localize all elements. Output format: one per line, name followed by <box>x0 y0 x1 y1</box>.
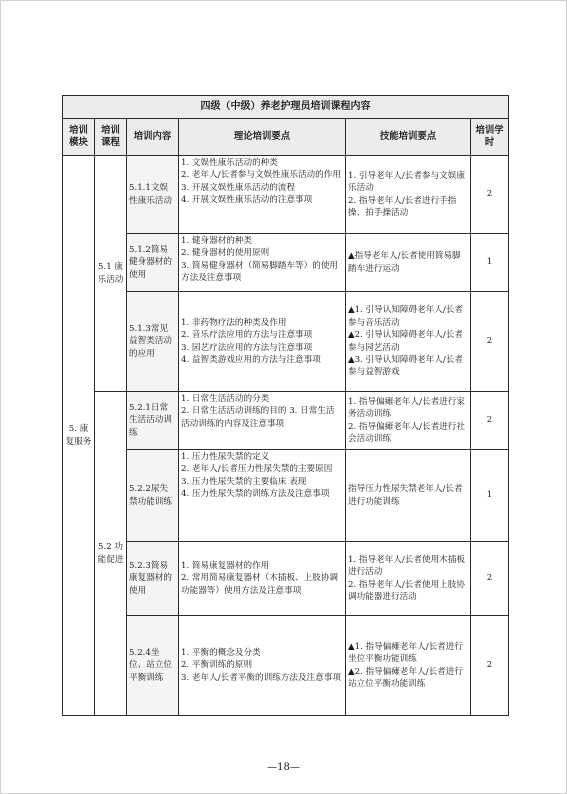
theory-point: 4. 益智类游戏应用的方法与注意事项 <box>181 354 321 365</box>
header-hours: 培训学时 <box>471 119 509 156</box>
skill-point: ▲2. 引导认知障碍老年人/长者参与园艺活动 <box>348 330 463 353</box>
header-theory: 理论培训要点 <box>179 119 346 156</box>
skill-point: 1. 指导偏瘫老年人/长者进行家务活动训练 <box>348 396 465 420</box>
skill-point: ▲1. 指导偏瘫老年人/长者进行坐位平衡功能训练 <box>348 641 463 665</box>
header-skill: 技能培训要点 <box>346 119 471 156</box>
skill-point: ▲2. 指导偏瘫老年人/长者进行站立位平衡功能训练 <box>348 666 463 689</box>
theory-point: 3. 简易健身器材（简易脚踏车等）的使用方法及注意事项 <box>181 260 339 284</box>
theory-cell <box>179 542 346 616</box>
hours-cell: 2 <box>471 542 509 616</box>
table-title: 四级（中级）养老护理员培训课程内容 <box>63 96 509 119</box>
theory-point: 4. 压力性尿失禁的训练方法及注意事项 <box>181 489 330 500</box>
content-cell: 5.1.1文娱性康乐活动 <box>127 156 179 234</box>
content-cell: 5.1.3常见益智类活动的应用 <box>127 292 179 392</box>
theory-point: 2. 平衡训练的原则 <box>181 660 253 671</box>
skill-point: ▲指导老年人/长者使用简易脚踏车进行运动 <box>348 251 461 274</box>
skill-point: 2. 指导偏瘫老年人/长者进行社会活动训练 <box>348 421 465 444</box>
theory-point: 2. 日常生活活动训练的目的 3. 日常生活活动训练的内容及注意事项 <box>181 406 335 429</box>
course-table <box>62 95 509 716</box>
content-cell: 5.1.2简易健身器材的使用 <box>127 234 179 292</box>
hours-cell: 1 <box>471 234 509 292</box>
theory-point: 1. 健身器材的种类 <box>181 236 253 246</box>
content-cell: 5.2.2尿失禁功能训练 <box>127 450 179 542</box>
theory-point: 3. 园艺疗法应用的方法与注意事项 <box>181 342 313 353</box>
theory-point: 3. 老年人/长者平衡的训练方法及注意事项 <box>181 672 341 683</box>
theory-point: 2. 音乐疗法应用的方法与注意事项 <box>181 330 313 341</box>
theory-point: 1. 文娱性康乐活动的种类 <box>181 158 278 168</box>
theory-cell <box>179 392 346 450</box>
content-cell: 5.2.3简易康复器材的使用 <box>127 542 179 616</box>
skill-cell <box>346 450 471 542</box>
skill-cell <box>346 392 471 450</box>
theory-point: 3. 开展文娱性康乐活动的流程 <box>181 182 296 193</box>
theory-point: 3. 压力性尿失禁的主要临床 表现 <box>181 476 307 487</box>
table-row <box>63 616 509 716</box>
theory-point: 2. 常用简易康复器材（木插板、上肢协调功能器等）使用方法及注意事项 <box>181 573 339 596</box>
skill-cell <box>346 616 471 716</box>
theory-point: 1. 平衡的概念及分类 <box>181 647 261 658</box>
table-row <box>63 450 509 542</box>
header-content: 培训内容 <box>127 119 179 156</box>
content-cell: 5.2.4坐位、站立位平衡训练 <box>127 616 179 716</box>
hours-cell: 1 <box>471 450 509 542</box>
hours-cell: 2 <box>471 156 509 234</box>
skill-point: 2. 指导老年人/长者进行手指操、拍手操活动 <box>348 195 457 218</box>
theory-point: 2. 健身器材的使用原则 <box>181 248 270 259</box>
skill-point: 1. 引导老年人/长者参与文娱康乐活动 <box>348 170 465 194</box>
skill-point: 2. 指导老年人/长者使用上肢协调功能器进行活动 <box>348 579 465 602</box>
header-course: 培训课程 <box>95 119 127 156</box>
theory-point: 2. 老年人/长者参与文娱性康乐活动的作用 <box>181 170 341 181</box>
content-cell: 5.2.1日常生活活动训练 <box>127 392 179 450</box>
theory-point: 4. 开展文娱性康乐活动的注意事项 <box>181 195 313 206</box>
table-row <box>63 542 509 616</box>
table-row <box>63 234 509 292</box>
theory-cell <box>179 156 346 234</box>
table-row <box>63 392 509 450</box>
theory-point: 2. 老年人/长者压力性尿失禁的主要原因 <box>181 464 333 475</box>
theory-cell <box>179 616 346 716</box>
module-cell: 5. 康复服务 <box>63 156 95 716</box>
theory-cell <box>179 292 346 392</box>
skill-cell <box>346 234 471 292</box>
table-row <box>63 292 509 392</box>
hours-cell: 2 <box>471 616 509 716</box>
skill-cell <box>346 292 471 392</box>
theory-cell <box>179 450 346 542</box>
hours-cell: 2 <box>471 292 509 392</box>
course-cell: 5.2 功能促进 <box>95 392 127 716</box>
course-cell: 5.1 康乐活动 <box>95 156 127 392</box>
hours-cell: 2 <box>471 392 509 450</box>
page-number: —18— <box>267 762 300 773</box>
theory-point: 1. 简易康复器材的作用 <box>181 560 270 571</box>
skill-point: ▲1. 引导认知障碍老年人/长者参与音乐活动 <box>348 305 463 328</box>
header-module: 培训模块 <box>63 119 95 156</box>
theory-point: 1. 日常生活活动的分类 <box>181 394 270 404</box>
skill-cell <box>346 542 471 616</box>
theory-point: 1. 压力性尿失禁的定义 <box>181 452 270 462</box>
theory-cell <box>179 234 346 292</box>
theory-point: 1. 非药物疗法的种类及作用 <box>181 317 287 328</box>
table-row <box>63 156 509 234</box>
skill-point: 1. 指导老年人/长者使用木插板进行活动 <box>348 554 465 578</box>
skill-point: ▲3. 引导认知障碍老年人/长者参与益智游戏 <box>348 354 463 378</box>
skill-cell <box>346 156 471 234</box>
skill-point: 指导压力性尿失禁老年人/长者进行功能训练 <box>348 484 463 507</box>
